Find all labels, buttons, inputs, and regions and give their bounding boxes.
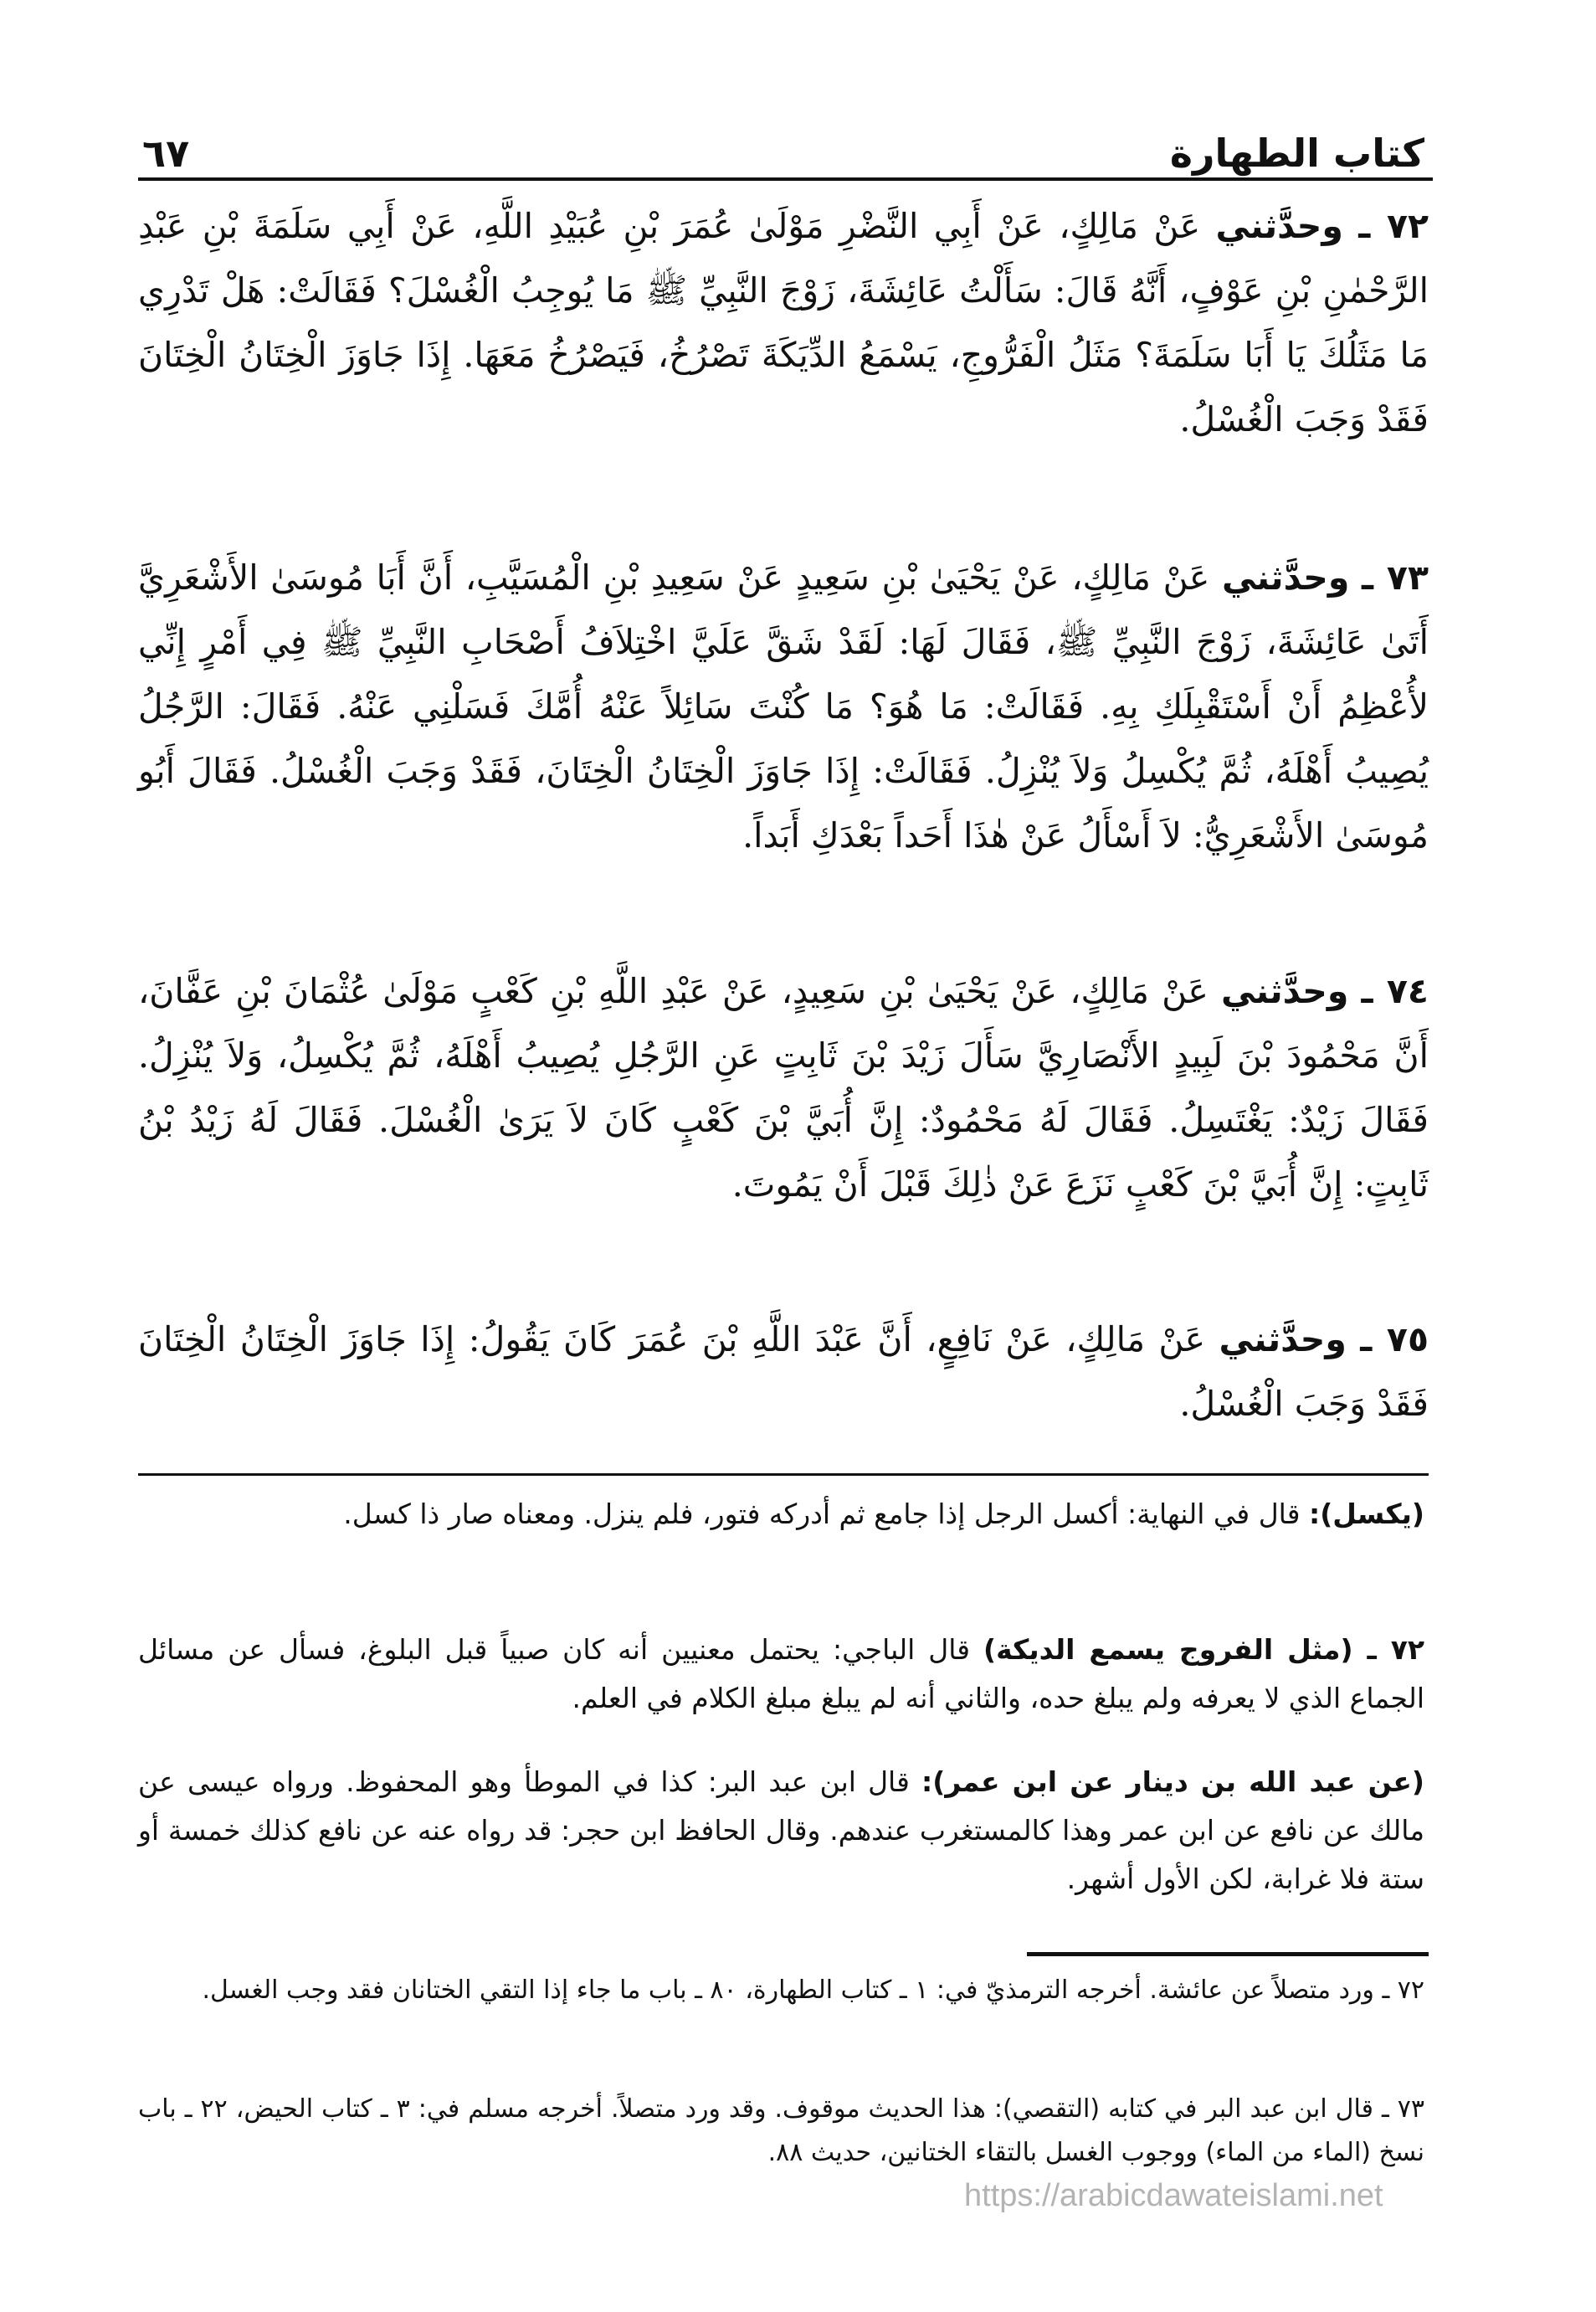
hadith-lead: وحدَّثني	[1221, 557, 1350, 598]
hadith-number: ٧٥ ـ	[1360, 1319, 1429, 1359]
note-text: قال الباجي: يحتمل معنيين أنه كان صبياً قبل البلوغ، فسأل عن مسائل الجماع الذي لا يعرفه ولم يبلغ حده، والثاني أنه لم يبلغ مبلغ الكلام في العلم.	[138, 1633, 1424, 1714]
sources-rule	[1027, 1952, 1429, 1956]
hadith-74	[138, 959, 1429, 1217]
hadith-lead: وحدَّثني	[1215, 206, 1343, 246]
hadith-text: عَنْ مَالِكٍ، عَنْ يَحْيَىٰ بْنِ سَعِيدٍ عَنْ سَعِيدِ بْنِ الْمُسَيَّبِ، أَنَّ أَبَا مُوسَىٰ الأَشْعَرِيَّ أَتَىٰ عَائِشَةَ، زَوْجَ النَّبِيِّ ﷺ، فَقَالَ لَهَا: لَقَدْ شَقَّ عَلَيَّ اخْتِلاَفُ أَصْحَابِ النَّبِيِّ ﷺ فِي أَمْرٍ إِنِّي لأُعْظِمُ أَنْ أَسْتَقْبِلَكِ بِهِ. فَقَالَتْ: مَا هُوَ؟ مَا كُنْتَ سَائِلاً عَنْهُ أُمَّكَ فَسَلْنِي عَنْهُ. فَقَالَ: الرَّجُلُ يُصِيبُ أَهْلَهُ، ثُمَّ يُكْسِلُ وَلاَ يُنْزِلُ. فَقَالَتْ: إِذَا جَاوَزَ الْخِتَانُ الْخِتَانَ، فَقَدْ وَجَبَ الْغُسْلُ. فَقَالَ أَبُو مُوسَىٰ الأَشْعَرِيُّ: لاَ أَسْأَلُ عَنْ هٰذَا أَحَداً بَعْدَكِ أَبَداً.	[138, 557, 1429, 855]
source-note-73: ٧٣ ـ قال ابن عبد البر في كتابه (التقصي): هذا الحديث موقوف. وقد ورد متصلاً. أخرجه مسلم في: ٣ ـ كتاب الحيض، ٢٢ ـ باب نسخ (الماء من الماء) ووجوب الغسل بالتقاء الختانين، حديث ٨٨.	[138, 2094, 1424, 2167]
note-72	[138, 1626, 1424, 1723]
hadith-lead: وحدَّثني	[1219, 1319, 1347, 1359]
hadith-number: ٧٣ ـ	[1361, 557, 1429, 598]
note-ibn-umar	[138, 1758, 1424, 1904]
note-title: ٧٢ ـ (مثل الفروج يسمع الديكة)	[983, 1633, 1424, 1666]
hadith-72	[138, 194, 1429, 452]
hadith-number: ٧٤ ـ	[1361, 971, 1429, 1011]
note-title: (يكسل):	[1309, 1498, 1424, 1530]
notes-rule	[138, 1473, 1429, 1476]
hadith-text: عَنْ مَالِكٍ، عَنْ أَبِي النَّضْرِ مَوْلَىٰ عُمَرَ بْنِ عُبَيْدِ اللَّهِ، عَنْ أَبِي سَلَمَةَ بْنِ عَبْدِ الرَّحْمٰنِ بْنِ عَوْفٍ، أَنَّهُ قَالَ: سَأَلْتُ عَائِشَةَ، زَوْجَ النَّبِيِّ ﷺ مَا يُوجِبُ الْغُسْلَ؟ فَقَالَتْ: هَلْ تَدْرِي مَا مَثَلُكَ يَا أَبَا سَلَمَةَ؟ مَثَلُ الْفَرُّوجِ، يَسْمَعُ الدِّيَكَةَ تَصْرُخُ، فَيَصْرُخُ مَعَهَا. إِذَا جَاوَزَ الْخِتَانُ الْخِتَانَ فَقَدْ وَجَبَ الْغُسْلُ.	[138, 206, 1429, 439]
hadith-75	[138, 1308, 1429, 1436]
note-text: قال ابن عبد البر: كذا في الموطأ وهو المحفوظ. ورواه عيسى عن مالك عن نافع عن ابن عمر وهذا كالمستغرب عندهم. وقال الحافظ ابن حجر: قد رواه عنه عن نافع كذلك خمسة أو ستة فلا غرابة، لكن الأول أشهر.	[138, 1765, 1424, 1895]
page-number: ٦٧	[142, 131, 190, 176]
note-text: قال في النهاية: أكسل الرجل إذا جامع ثم أدركه فتور، فلم ينزل. ومعناه صار ذا كسل.	[343, 1498, 1301, 1530]
hadith-lead: وحدَّثني	[1220, 971, 1349, 1011]
book-title: كتاب الطهارة	[1169, 131, 1424, 176]
hadith-73	[138, 546, 1429, 868]
header-rule	[138, 177, 1433, 181]
hadith-number: ٧٢ ـ	[1358, 206, 1429, 246]
hadith-text: عَنْ مَالِكٍ، عَنْ يَحْيَىٰ بْنِ سَعِيدٍ، عَنْ عَبْدِ اللَّهِ بْنِ كَعْبٍ مَوْلَىٰ عُثْمَانَ بْنِ عَفَّانَ، أَنَّ مَحْمُودَ بْنَ لَبِيدٍ الأَنْصَارِيَّ سَأَلَ زَيْدَ بْنَ ثَابِتٍ عَنِ الرَّجُلِ يُصِيبُ أَهْلَهُ، ثُمَّ يُكْسِلُ، وَلاَ يُنْزِلُ. فَقَالَ زَيْدٌ: يَغْتَسِلُ. فَقَالَ لَهُ مَحْمُودٌ: إِنَّ أُبَيَّ بْنَ كَعْبٍ كَانَ لاَ يَرَىٰ الْغُسْلَ. فَقَالَ لَهُ زَيْدُ بْنُ ثَابِتٍ: إِنَّ أُبَيَّ بْنَ كَعْبٍ نَزَعَ عَنْ ذٰلِكَ قَبْلَ أَنْ يَمُوتَ.	[138, 971, 1429, 1205]
note-yuksil	[138, 1490, 1424, 1539]
source-note-72: ٧٢ ـ ورد متصلاً عن عائشة. أخرجه الترمذيّ في: ١ ـ كتاب الطهارة، ٨٠ ـ باب ما جاء إذا التقي الختانان فقد وجب الغسل.	[202, 1975, 1424, 2005]
watermark-link: https://arabicdawateislami.net	[964, 2178, 1383, 2213]
page-header	[142, 100, 1424, 176]
hadith-text: عَنْ مَالِكٍ، عَنْ نَافِعٍ، أَنَّ عَبْدَ اللَّهِ بْنَ عُمَرَ كَانَ يَقُولُ: إِذَا جَاوَزَ الْخِتَانُ الْخِتَانَ فَقَدْ وَجَبَ الْغُسْلُ.	[138, 1319, 1429, 1424]
note-title: (عن عبد الله بن دينار عن ابن عمر):	[921, 1765, 1425, 1798]
